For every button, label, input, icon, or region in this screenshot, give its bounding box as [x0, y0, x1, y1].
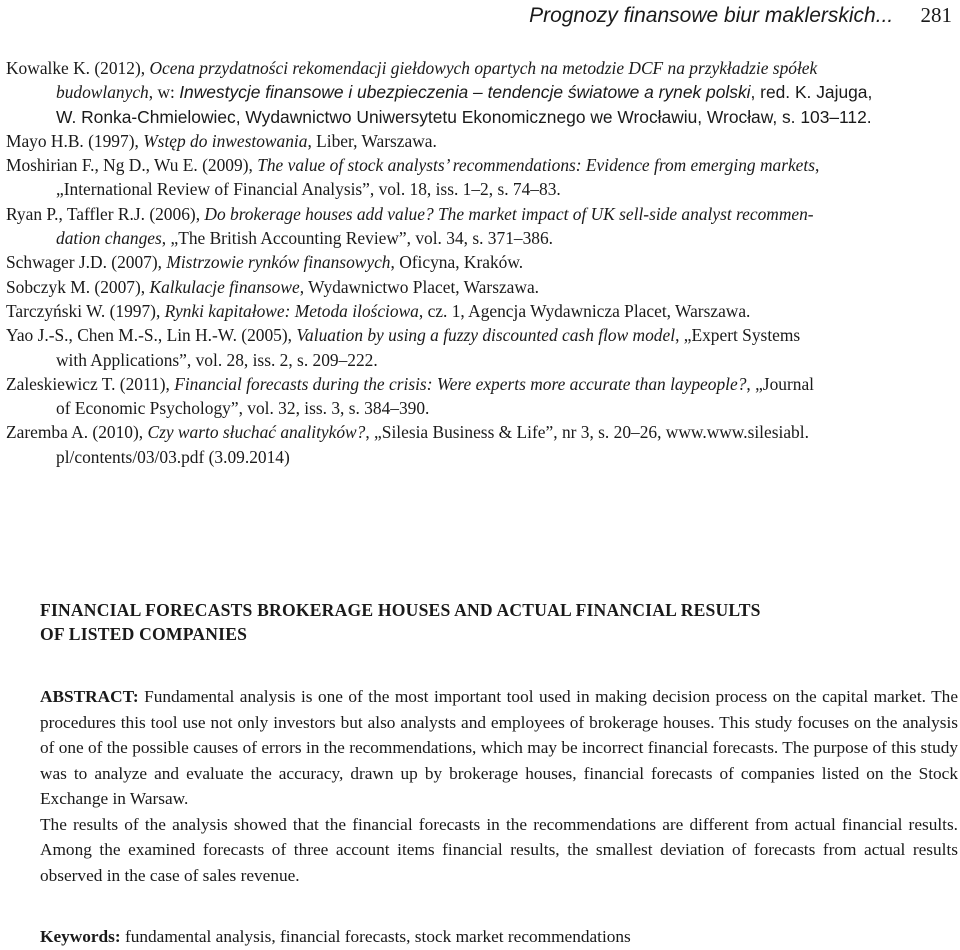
- reference-text: Wstęp do inwestowania: [143, 130, 308, 151]
- reference-text: Rynki kapitałowe: Metoda ilościowa: [164, 300, 419, 321]
- reference-text: with Applications”, vol. 28, iss. 2, s. 209–222.: [56, 349, 378, 370]
- reference-entry: [6, 299, 954, 323]
- reference-text: of Economic Psychology”, vol. 32, iss. 3, s. 384–390.: [56, 398, 430, 419]
- reference-text: Mayo H.B. (1997),: [6, 130, 144, 151]
- reference-text: budowlanych: [56, 82, 149, 103]
- reference-text: ,: [815, 155, 820, 176]
- reference-text: pl/contents/03/03.pdf (3.09.2014): [56, 446, 290, 467]
- abstract: [40, 684, 958, 888]
- reference-entry: [6, 202, 954, 251]
- reference-text: Schwager J.D. (2007),: [6, 252, 167, 273]
- references-list: [6, 56, 954, 469]
- reference-text: Sobczyk M. (2007),: [6, 276, 150, 297]
- reference-text: Kalkulacje finansowe: [149, 276, 300, 297]
- reference-text: Kowalke K. (2012),: [6, 58, 150, 78]
- reference-text: W. Ronka-Chmielowiec, Wydawnictwo Uniwersytetu Ekonomicznego we Wrocławiu, Wrocław, s. 103–112.: [56, 106, 872, 127]
- reference-text: dation changes: [56, 228, 162, 249]
- reference-text: Ryan P., Taffler R.J. (2006),: [6, 203, 205, 224]
- abstract-label: ABSTRACT:: [40, 687, 139, 706]
- keywords-text: fundamental analysis, financial forecasts, stock market recommendations: [124, 927, 631, 946]
- reference-text: Yao J.-S., Chen M.-S., Lin H.-W. (2005),: [6, 325, 297, 346]
- reference-text: Mistrzowie rynków finansowych: [166, 252, 391, 273]
- reference-entry: [6, 323, 954, 372]
- reference-text: , w:: [148, 82, 180, 103]
- keywords-label: Keywords:: [40, 927, 121, 946]
- page-number: 281: [920, 3, 952, 27]
- reference-text: „International Review of Financial Analysis”, vol. 18, iss. 1–2, s. 74–83.: [56, 179, 561, 200]
- reference-entry: [6, 372, 954, 421]
- running-header: [529, 2, 952, 29]
- reference-text: , red. K. Jajuga,: [750, 82, 873, 103]
- reference-entry: [6, 420, 954, 469]
- abstract-paragraph-1: [40, 684, 958, 812]
- reference-entry: [6, 250, 954, 274]
- reference-text: , „The British Accounting Review”, vol. 34, s. 371–386.: [161, 228, 554, 249]
- keywords: [40, 925, 940, 949]
- reference-text: Ocena przydatności rekomendacji giełdowych opartych na metodzie DCF na przykładzie spółek: [149, 58, 818, 78]
- reference-text: , „Journal: [746, 373, 815, 394]
- reference-text: Inwestycje finansowe i ubezpieczenia – tendencje światowe a rynek polski: [179, 82, 751, 103]
- reference-text: , „Silesia Business & Life”, nr 3, s. 20–26, www.www.silesiabl.: [365, 422, 809, 443]
- running-header-title: Prognozy finansowe biur maklerskich...: [529, 4, 894, 27]
- reference-entry: [6, 153, 954, 202]
- reference-text: Czy warto słuchać analityków?: [147, 422, 366, 443]
- reference-text: , Oficyna, Kraków.: [390, 252, 524, 273]
- reference-text: , Liber, Warszawa.: [307, 130, 437, 151]
- reference-text: Financial forecasts during the crisis: Were experts more accurate than laypeople?: [174, 373, 747, 394]
- reference-text: Valuation by using a fuzzy discounted cash flow model: [296, 325, 676, 346]
- abstract-paragraph-2: The results of the analysis showed that the financial forecasts in the recommendations are different from actual financial results. Among the examined forecasts of three account items financial results, the smallest deviation of forecasts from actual results observed in the case of sales revenue.: [40, 814, 958, 885]
- reference-text: , „Expert Systems: [675, 325, 801, 346]
- reference-text: Zaleskiewicz T. (2011),: [6, 373, 175, 394]
- reference-text: Do brokerage houses add value? The market impact of UK sell-side analyst recommen-: [204, 203, 814, 224]
- reference-entry: [6, 275, 954, 299]
- reference-entry: [6, 56, 954, 129]
- abstract-text-1: Fundamental analysis is one of the most important tool used in making decision process on the capital market. The procedures this tool use not only investors but also analysts and employees of brokerage houses. This study focuses on the analysis of one of the possible causes of errors in the recommendations, which may be incorrect financial forecasts. The purpose of this study was to analyze and evaluate the accuracy, drawn up by brokerage houses, financial forecasts of companies listed on the Stock Exchange in Warsaw.: [40, 687, 958, 808]
- reference-text: Tarczyński W. (1997),: [6, 300, 165, 321]
- reference-text: , Wydawnictwo Placet, Warszawa.: [299, 276, 540, 297]
- reference-text: Moshirian F., Ng D., Wu E. (2009),: [6, 155, 258, 176]
- reference-text: , cz. 1, Agencja Wydawnicza Placet, Warszawa.: [418, 300, 751, 321]
- english-title: [40, 598, 940, 646]
- english-title-line-2: OF LISTED COMPANIES: [40, 624, 248, 644]
- english-title-line-1: FINANCIAL FORECASTS BROKERAGE HOUSES AND ACTUAL FINANCIAL RESULTS: [40, 600, 761, 620]
- reference-entry: [6, 129, 954, 153]
- reference-text: The value of stock analysts’ recommendations: Evidence from emerging markets: [257, 155, 816, 176]
- reference-text: Zaremba A. (2010),: [6, 422, 148, 443]
